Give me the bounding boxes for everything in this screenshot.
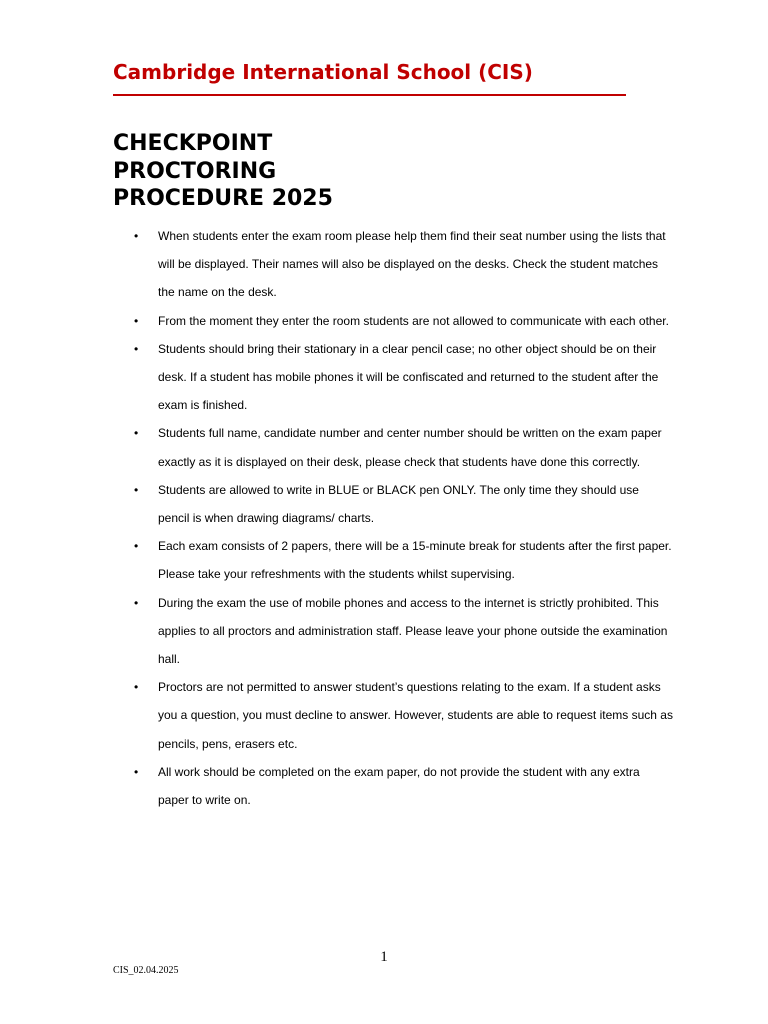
procedure-item xyxy=(113,307,673,335)
page-number: 1 xyxy=(380,949,388,965)
procedure-text: Each exam consists of 2 papers, there will be a 15-minute break for students after the first paper. Please take your refreshments with the students whilst supervising. xyxy=(158,539,672,582)
bullet-icon: • xyxy=(134,229,139,243)
bullet-icon: • xyxy=(134,313,139,328)
bullet-icon: • xyxy=(134,764,139,779)
procedure-text: Students are allowed to write in BLUE or BLACK pen ONLY. The only time they should use pencil is when drawing diagrams/ charts. xyxy=(158,482,639,526)
bullet-icon: • xyxy=(134,426,139,441)
procedure-item xyxy=(113,589,673,674)
document-code: CIS_02.04.2025 xyxy=(113,965,179,976)
procedure-text: From the moment they enter the room students are not allowed to communicate with each other. xyxy=(158,313,669,328)
title-line: PROCTORING xyxy=(113,158,277,184)
procedure-item xyxy=(113,476,673,532)
bullet-icon: • xyxy=(134,539,139,554)
procedure-item xyxy=(113,673,673,758)
procedure-item xyxy=(113,419,673,475)
procedure-text: Students full name, candidate number and center number should be written on the exam paper exactly as it is displayed on their desk, please check that students have done this correctly. xyxy=(158,426,662,469)
procedure-text: Proctors are not permitted to answer student’s questions relating to the exam. If a student asks you a question, you must decline to answer. However, students are able to request items such as pencils, pens, erasers etc. xyxy=(158,680,673,751)
title-line: CHECKPOINT xyxy=(113,131,273,156)
procedure-text: All work should be completed on the exam paper, do not provide the student with any extra paper to write on. xyxy=(158,764,640,808)
procedure-text: Students should bring their stationary in a clear pencil case; no other object should be on their desk. If a student has mobile phones it will be confiscated and returned to the student after the exam is finished. xyxy=(158,341,659,413)
procedure-list xyxy=(113,222,673,814)
bullet-icon: • xyxy=(134,595,139,610)
title-line: PROCEDURE 2025 xyxy=(113,186,333,211)
bullet-icon: • xyxy=(134,680,139,695)
school-name: Cambridge International School (CIS) xyxy=(113,60,533,84)
document-title xyxy=(113,130,333,213)
procedure-item xyxy=(113,758,673,814)
bullet-icon: • xyxy=(134,482,139,497)
procedure-item xyxy=(113,222,673,307)
bullet-icon: • xyxy=(134,341,139,356)
procedure-text: During the exam the use of mobile phones and access to the internet is strictly prohibited. This applies to all proctors and administration staff. Please leave your phone outside the examination hall. xyxy=(158,595,668,667)
header-divider xyxy=(113,94,626,96)
procedure-item xyxy=(113,532,673,588)
procedure-text: When students enter the exam room please help them find their seat number using the lists that will be displayed. Their names will also be displayed on the desks. Check the student matches the name on the desk. xyxy=(158,229,666,300)
procedure-item xyxy=(113,335,673,420)
